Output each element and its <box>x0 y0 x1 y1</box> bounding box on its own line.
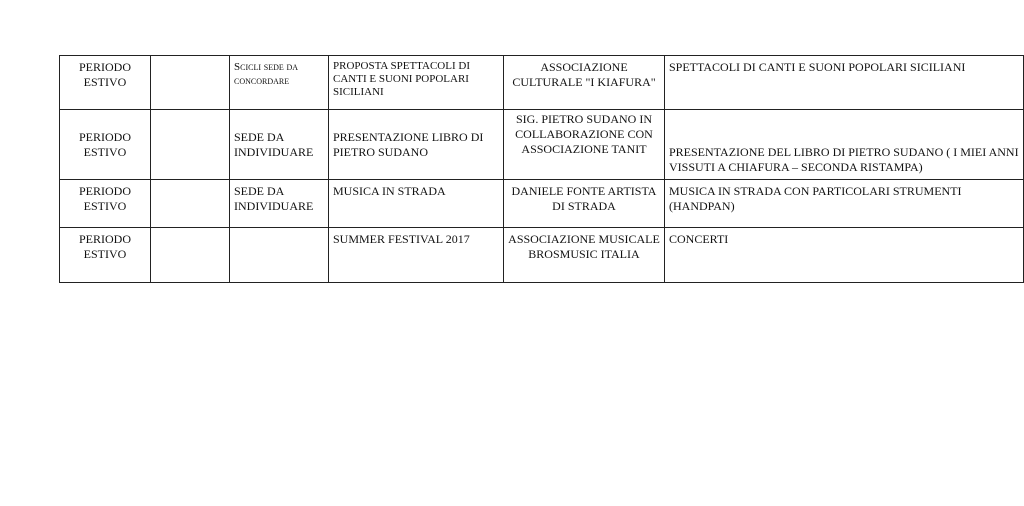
organizer-cell: DANIELE FONTE ARTISTA DI STRADA <box>504 180 665 228</box>
description-cell: PRESENTAZIONE DEL LIBRO DI PIETRO SUDANO ( I MIEI ANNI VISSUTI A CHIAFURA – SECONDA RISTAMPA) <box>665 110 1024 180</box>
description-cell: CONCERTI <box>665 228 1024 283</box>
title-cell: PROPOSTA SPETTACOLI DI CANTI E SUONI POPOLARI SICILIANI <box>329 56 504 110</box>
table-row <box>60 228 1024 283</box>
location-cell: Scicli sede da concordare <box>230 56 329 110</box>
blank-cell <box>151 228 230 283</box>
organizer-cell: ASSOCIAZIONE CULTURALE "I KIAFURA" <box>504 56 665 110</box>
events-table <box>59 55 1024 283</box>
title-cell: SUMMER FESTIVAL 2017 <box>329 228 504 283</box>
location-cell <box>230 228 329 283</box>
organizer-cell: ASSOCIAZIONE MUSICALE BROSMUSIC ITALIA <box>504 228 665 283</box>
blank-cell <box>151 180 230 228</box>
description-cell: MUSICA IN STRADA CON PARTICOLARI STRUMENTI (HANDPAN) <box>665 180 1024 228</box>
period-cell: PERIODO ESTIVO <box>60 56 151 110</box>
table-row <box>60 56 1024 110</box>
table-row <box>60 110 1024 180</box>
title-cell: MUSICA IN STRADA <box>329 180 504 228</box>
title-cell: PRESENTAZIONE LIBRO DI PIETRO SUDANO <box>329 110 504 180</box>
blank-cell <box>151 110 230 180</box>
blank-cell <box>151 56 230 110</box>
location-cell: SEDE DA INDIVIDUARE <box>230 110 329 180</box>
period-cell: PERIODO ESTIVO <box>60 228 151 283</box>
organizer-cell: SIG. PIETRO SUDANO IN COLLABORAZIONE CON ASSOCIAZIONE TANIT <box>504 110 665 180</box>
period-cell: PERIODO ESTIVO <box>60 180 151 228</box>
period-cell: PERIODO ESTIVO <box>60 110 151 180</box>
table-row <box>60 180 1024 228</box>
location-cell: SEDE DA INDIVIDUARE <box>230 180 329 228</box>
description-cell: SPETTACOLI DI CANTI E SUONI POPOLARI SICILIANI <box>665 56 1024 110</box>
